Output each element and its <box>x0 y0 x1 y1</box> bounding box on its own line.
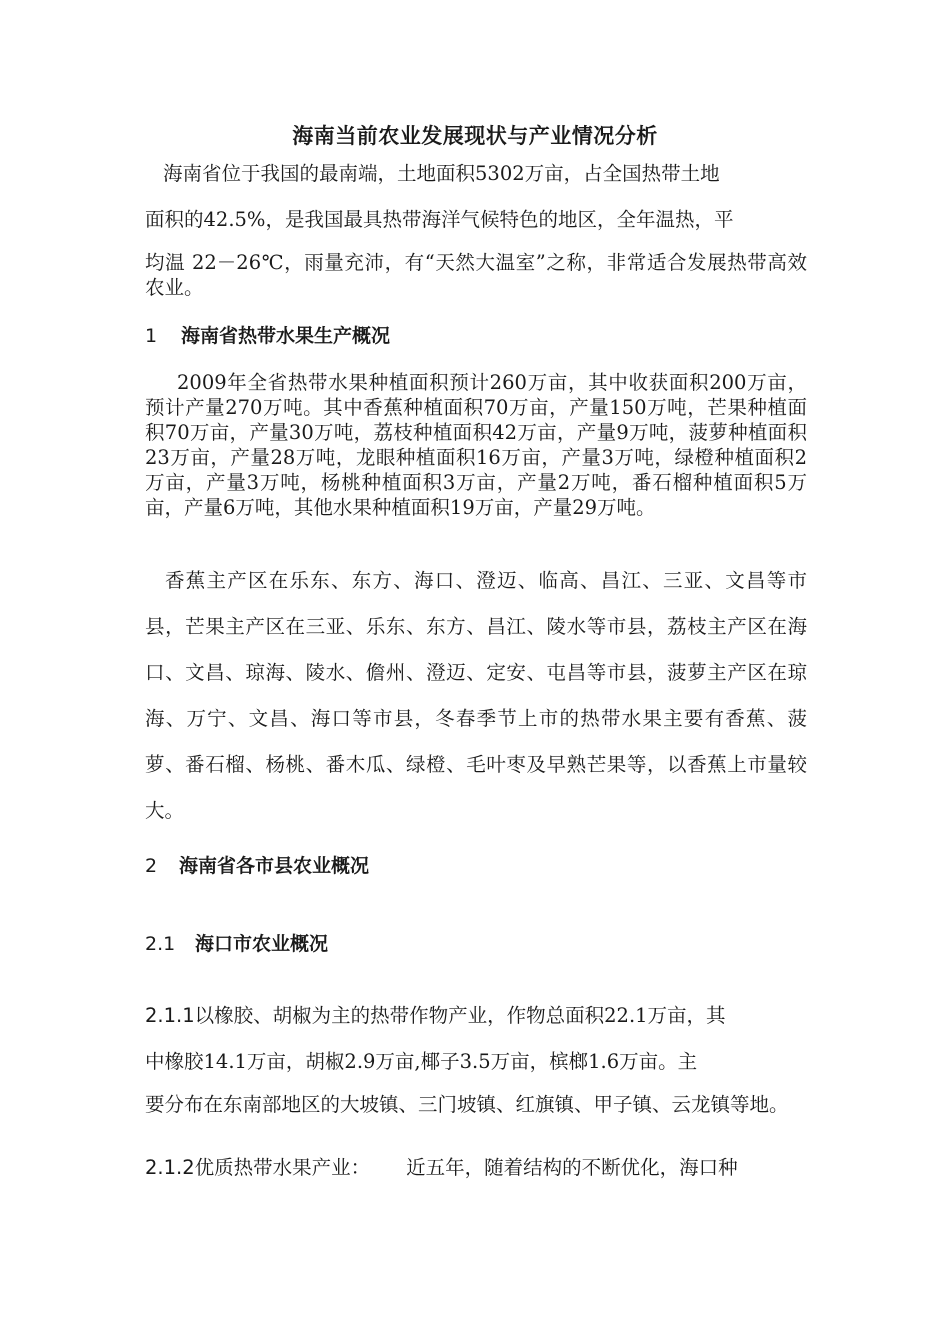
subsection-title: 海口市农业概况 <box>195 933 329 955</box>
item-2-1-1-line-3: 要分布在东南部地区的大坡镇、三门坡镇、红旗镇、甲子镇、云龙镇等地。 <box>145 1093 789 1116</box>
item-text: 近五年，随着结构的不断优化，海口种 <box>406 1156 738 1179</box>
subsection-number: 2.1 <box>145 933 176 955</box>
item-label: 优质热带水果产业： <box>194 1156 371 1179</box>
section-1-heading <box>145 322 807 350</box>
intro-line-3: 均温 22－26℃，雨量充沛，有“天然大温室”之称，非常适合发展热带高效农业。 <box>145 251 807 299</box>
document-title: 海南当前农业发展现状与产业情况分析 <box>292 124 658 148</box>
section-title: 海南省热带水果生产概况 <box>181 325 391 347</box>
item-2-1-2 <box>145 1152 807 1184</box>
section-1-paragraph-2: 香蕉主产区在乐东、东方、海口、澄迈、临高、昌江、三亚、文昌等市县，芒果主产区在三亚、乐东、东方、昌江、陵水等市县，荔枝主产区在海口、文昌、琼海、陵水、儋州、澄迈、定安、屯昌等市县，菠萝主产区在琼海、万宁、文昌、海口等市县，冬春季节上市的热带水果主要有香蕉、菠萝、番石榴、杨桃、番木瓜、绿橙、毛叶枣及早熟芒果等，以香蕉上市量较大。 <box>145 569 807 822</box>
section-number: 2 <box>145 855 158 877</box>
subsection-2-1-heading <box>145 930 807 958</box>
intro-line-1: 海南省位于我国的最南端，土地面积5302万亩，占全国热带土地 <box>163 162 720 185</box>
item-number: 2.1.1 <box>145 1004 195 1027</box>
section-1-paragraph-1: 2009年全省热带水果种植面积预计260万亩，其中收获面积200万亩，预计产量270万吨。其中香蕉种植面积70万亩，产量150万吨，芒果种植面积70万亩，产量30万吨，荔枝种植面积42万亩，产量9万吨，菠萝种植面积23万亩，产量28万吨，龙眼种植面积16万亩，产量3万吨，绿橙种植面积2万亩，产量3万吨，杨桃种植面积3万亩，产量2万吨，番石榴种植面积5万亩，产量6万吨，其他水果种植面积19万亩，产量29万吨。 <box>145 371 807 519</box>
intro-line-2: 面积的42.5%，是我国最具热带海洋气候特色的地区，全年温热，平 <box>145 208 734 231</box>
section-2-heading <box>145 852 807 880</box>
section-title: 海南省各市县农业概况 <box>179 855 370 877</box>
item-text: 以橡胶、胡椒为主的热带作物产业，作物总面积22.1万亩，其 <box>194 1004 726 1027</box>
item-2-1-1-line-2: 中橡胶14.1万亩，胡椒2.9万亩,椰子3.5万亩，槟榔1.6万亩。主 <box>145 1050 698 1073</box>
section-number: 1 <box>145 325 158 347</box>
item-number: 2.1.2 <box>145 1156 195 1179</box>
item-2-1-1-line-1 <box>145 1000 807 1032</box>
